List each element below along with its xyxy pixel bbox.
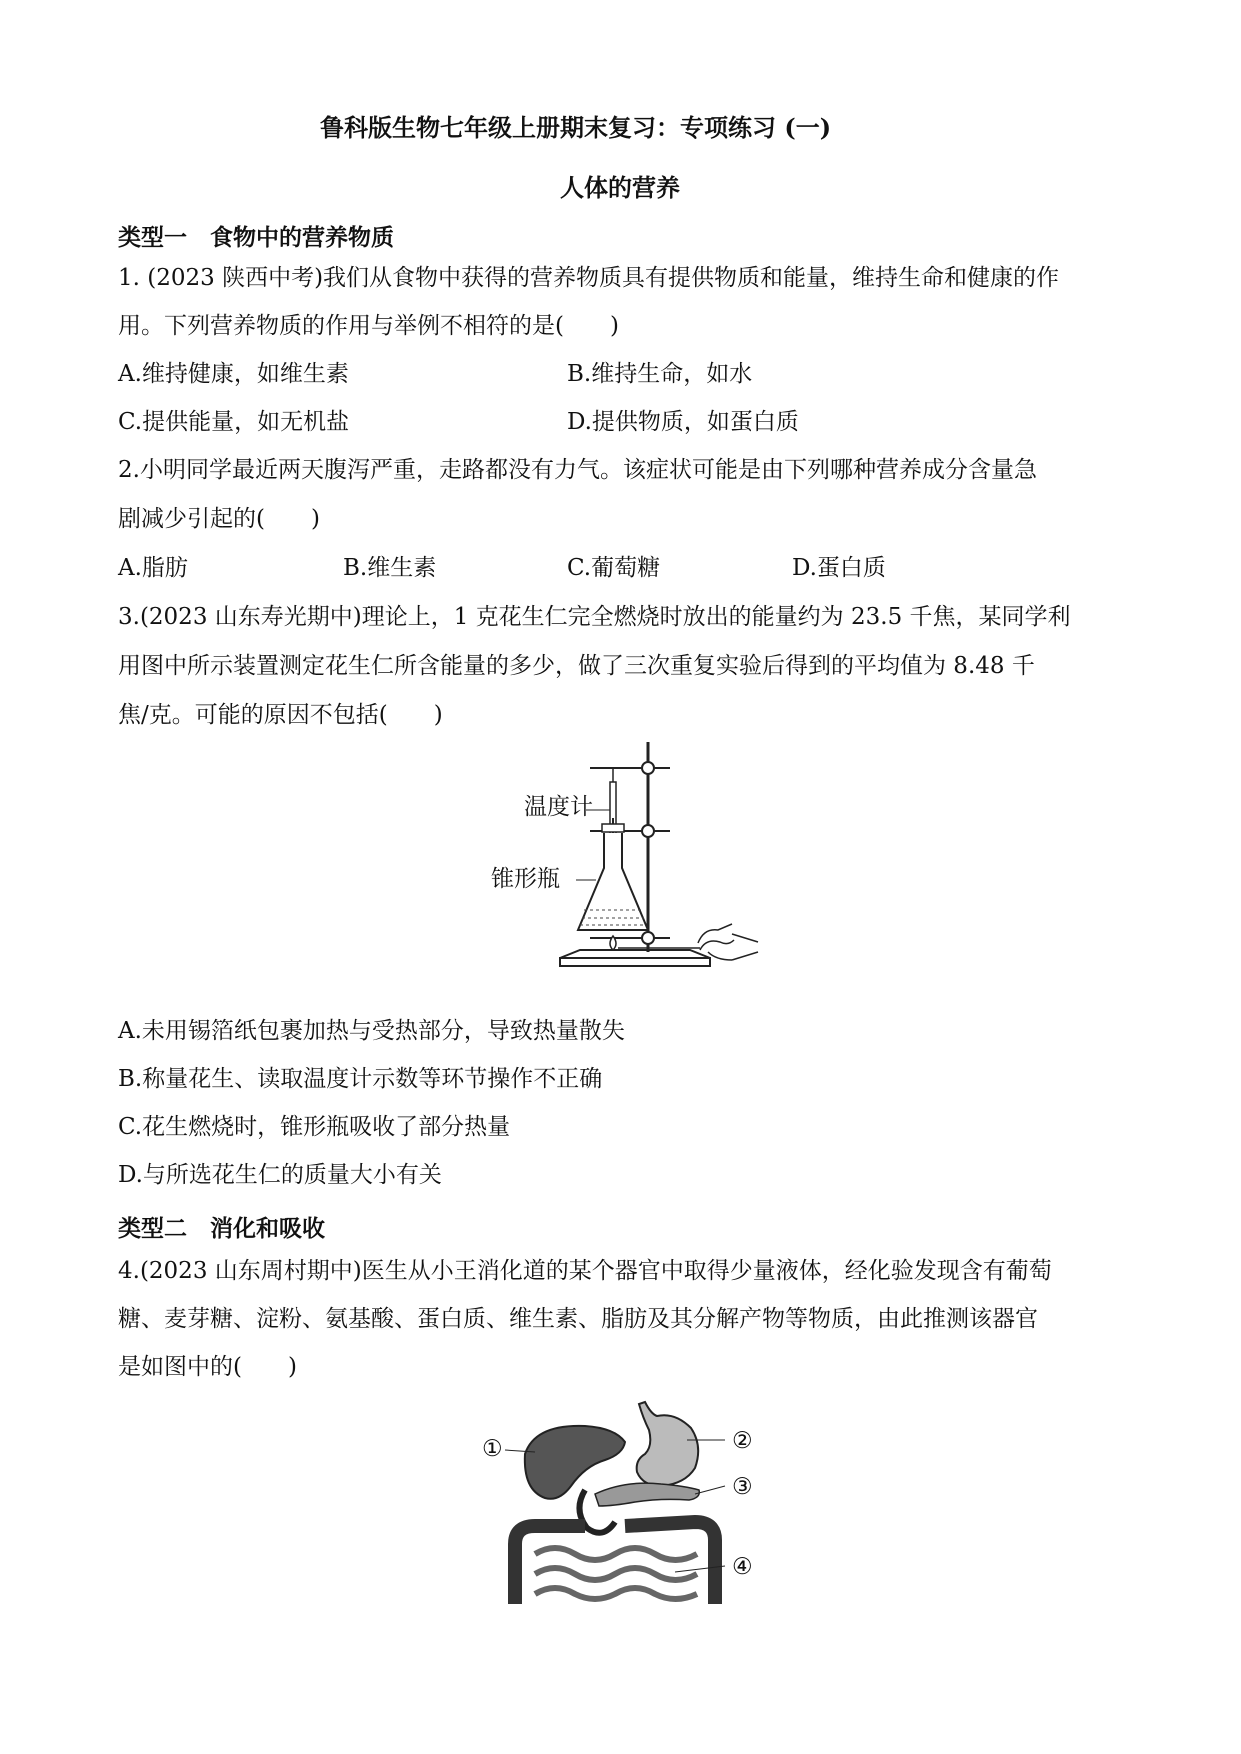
- question-2-line-1: 2.小明同学最近两天腹泻严重，走路都没有力气。该症状可能是由下列哪种营养成分含量急: [118, 457, 1037, 483]
- question-3-option-b: B.称量花生、读取温度计示数等环节操作不正确: [118, 1066, 603, 1092]
- question-2-line-2: 剧减少引起的( ): [118, 506, 320, 532]
- question-4-line-2: 糖、麦芽糖、淀粉、氨基酸、蛋白质、维生素、脂肪及其分解产物等物质，由此推测该器官: [118, 1306, 1038, 1332]
- question-3-option-d: D.与所选花生仁的质量大小有关: [118, 1162, 442, 1188]
- question-3-option-a: A.未用锡箔纸包裹加热与受热部分，导致热量散失: [118, 1018, 625, 1044]
- question-1-line-2: 用。下列营养物质的作用与举例不相符的是( ): [118, 313, 619, 339]
- organ-label-4: ④: [732, 1554, 753, 1580]
- question-1-option-a: A.维持健康，如维生素: [118, 361, 349, 387]
- question-1-option-d: D.提供物质，如蛋白质: [567, 409, 799, 435]
- digestive-system-figure: [475, 1394, 775, 1604]
- question-3-line-1: 3.(2023 山东寿光期中)理论上，1 克花生仁完全燃烧时放出的能量约为 23.5 千焦，某同学利: [118, 604, 1071, 630]
- label-thermometer: 温度计: [524, 794, 593, 820]
- question-1-line-1: 1. (2023 陕西中考)我们从食物中获得的营养物质具有提供物质和能量，维持生命和健康的作: [118, 265, 1060, 291]
- label-flask: 锥形瓶: [491, 866, 560, 892]
- question-2-option-d: D.蛋白质: [792, 555, 886, 581]
- question-4-line-1: 4.(2023 山东周村期中)医生从小王消化道的某个器官中取得少量液体，经化验发现含有葡萄: [118, 1258, 1052, 1284]
- document-title: 鲁科版生物七年级上册期末复习：专项练习 (一): [320, 113, 832, 142]
- organ-label-3: ③: [732, 1474, 753, 1500]
- section-heading-2: 类型二 消化和吸收: [118, 1215, 325, 1242]
- question-2-option-c: C.葡萄糖: [567, 555, 661, 581]
- question-2-option-a: A.脂肪: [118, 555, 188, 581]
- document-subtitle: 人体的营养: [560, 173, 680, 202]
- organ-label-1: ①: [482, 1436, 503, 1462]
- organ-label-2: ②: [732, 1428, 753, 1454]
- question-3-line-2: 用图中所示装置测定花生仁所含能量的多少，做了三次重复实验后得到的平均值为 8.48 千: [118, 653, 1035, 679]
- question-1-option-b: B.维持生命，如水: [567, 361, 753, 387]
- question-3-line-3: 焦/克。可能的原因不包括( ): [118, 702, 443, 728]
- calorimeter-figure: [470, 738, 760, 978]
- section-heading-1: 类型一 食物中的营养物质: [118, 224, 394, 251]
- question-4-line-3: 是如图中的( ): [118, 1354, 297, 1380]
- question-1-option-c: C.提供能量，如无机盐: [118, 409, 350, 435]
- question-2-option-b: B.维生素: [343, 555, 437, 581]
- question-3-option-c: C.花生燃烧时，锥形瓶吸收了部分热量: [118, 1114, 511, 1140]
